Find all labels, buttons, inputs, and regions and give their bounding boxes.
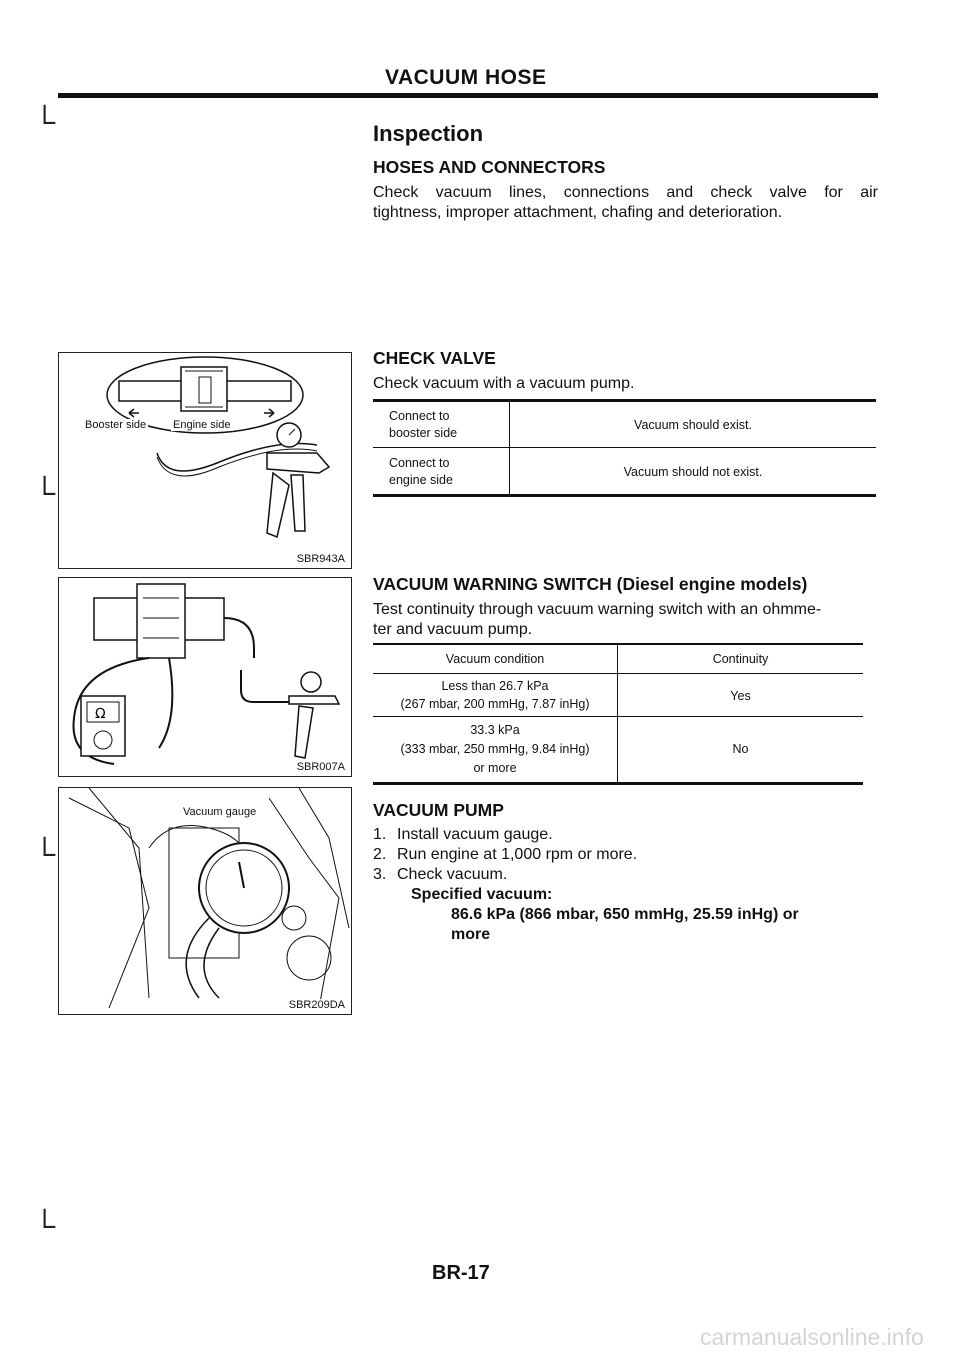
step-text: Install vacuum gauge. (397, 826, 553, 843)
table-cell: Vacuum should exist. (634, 418, 752, 432)
table-cell: Vacuum should not exist. (623, 465, 763, 479)
check-valve-illustration (59, 353, 351, 568)
table-rule (373, 399, 876, 402)
table-rule (373, 494, 876, 497)
spec-label: Specified vacuum: (411, 886, 553, 903)
table-cell: Connect to (389, 409, 450, 423)
spec-value-line-1: 86.6 kPa (866 mbar, 650 mmHg, 25.59 inHg) or (451, 906, 799, 923)
table-cell: Connect to (389, 456, 450, 470)
table-rule (373, 782, 863, 785)
check-valve-text: Check vacuum with a vacuum pump. (373, 375, 635, 392)
watermark: carmanualsonline.info (700, 1324, 924, 1350)
hoses-text-line-2: tightness, improper attachment, chafing and deterioration. (373, 204, 783, 221)
table-cell: or more (473, 761, 517, 775)
header-rule (58, 93, 878, 98)
figure-code: SBR943A (296, 553, 345, 565)
margin-mark: └ (34, 477, 56, 510)
margin-mark: └ (34, 106, 56, 139)
inspection-heading: Inspection (373, 121, 484, 146)
table-rule (373, 673, 863, 674)
figure-vacuum-pump (58, 787, 352, 1015)
warning-switch-line-1: Test continuity through vacuum warning switch with an ohmme- (373, 601, 822, 618)
booster-side-label: Booster side (85, 419, 147, 431)
table-cell: Less than 26.7 kPa (441, 679, 549, 693)
warning-switch-illustration (59, 578, 351, 776)
table-cell: Yes (730, 689, 751, 703)
figure-warning-switch (58, 577, 352, 777)
table-cell: (267 mbar, 200 mmHg, 7.87 inHg) (400, 697, 590, 711)
vacuum-gauge-label: Vacuum gauge (183, 806, 257, 818)
table-cell: booster side (389, 426, 458, 440)
step-text: Check vacuum. (397, 866, 508, 883)
warning-switch-line-2: ter and vacuum pump. (373, 621, 533, 638)
figure-code: SBR007A (296, 761, 345, 773)
hoses-text-line-1: Check vacuum lines, connections and check valve for air (373, 184, 878, 201)
page-title: VACUUM HOSE (385, 66, 547, 89)
table-cell: 33.3 kPa (470, 723, 520, 737)
figure-code: SBR209DA (288, 999, 345, 1011)
step-number: 2. (373, 846, 387, 863)
table-cell: engine side (389, 473, 453, 487)
check-valve-heading: CHECK VALVE (373, 348, 496, 368)
table-header: Continuity (712, 652, 769, 666)
table-rule (373, 716, 863, 717)
step-number: 1. (373, 826, 387, 843)
margin-mark: └ (34, 838, 56, 871)
table-rule (373, 447, 876, 448)
table-divider (509, 402, 510, 494)
page-number: BR-17 (432, 1262, 490, 1284)
figure-check-valve (58, 352, 352, 569)
step-number: 3. (373, 866, 387, 883)
engine-side-label: Engine side (173, 419, 231, 431)
vacuum-pump-illustration (59, 788, 351, 1014)
warning-switch-heading: VACUUM WARNING SWITCH (Diesel engine models) (373, 574, 808, 594)
hoses-heading: HOSES AND CONNECTORS (373, 157, 606, 177)
step-text: Run engine at 1,000 rpm or more. (397, 846, 638, 863)
table-header: Vacuum condition (445, 652, 545, 666)
table-cell: (333 mbar, 250 mmHg, 9.84 inHg) (400, 742, 590, 756)
vacuum-pump-heading: VACUUM PUMP (373, 800, 504, 820)
margin-mark: └ (34, 1210, 56, 1243)
svg-text:Ω: Ω (95, 706, 106, 722)
table-rule (373, 643, 863, 645)
spec-value-line-2: more (451, 926, 491, 943)
table-cell: No (732, 742, 749, 756)
